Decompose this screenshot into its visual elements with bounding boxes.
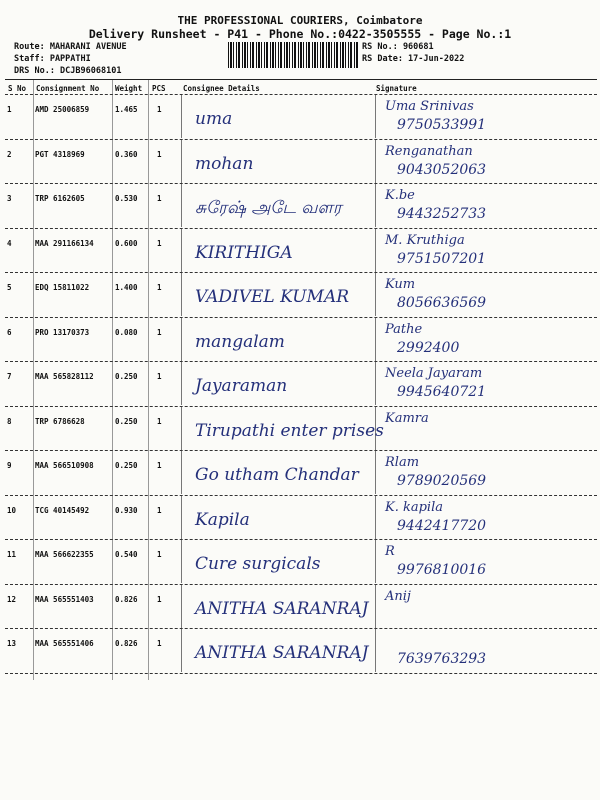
row-sno: 1 bbox=[7, 105, 12, 114]
row-phone: 9443252733 bbox=[397, 206, 487, 222]
runsheet-table bbox=[5, 94, 597, 674]
row-pcs: 1 bbox=[157, 149, 162, 159]
row-consignment-no: MAA 565551403 bbox=[35, 594, 94, 604]
row-signature: Anij bbox=[385, 588, 411, 604]
row-sno: 12 bbox=[7, 594, 17, 604]
row-consignee-name: ANITHA SARANRAJ bbox=[195, 643, 369, 663]
barcode bbox=[228, 42, 358, 68]
row-consignment-no: MAA 566510908 bbox=[35, 461, 94, 470]
row-consignment-no: TRP 6786628 bbox=[35, 416, 85, 426]
row-consignment-no: PGT 4318969 bbox=[35, 149, 85, 159]
row-consignee-name: ANITHA SARANRAJ bbox=[195, 598, 369, 619]
row-pcs: 1 bbox=[157, 416, 162, 426]
row-sno: 3 bbox=[7, 194, 12, 203]
row-consignment-no: MAA 566622355 bbox=[35, 550, 94, 559]
row-pcs: 1 bbox=[157, 283, 162, 292]
row-signature: Uma Srinivas bbox=[385, 99, 474, 114]
row-pcs: 1 bbox=[157, 639, 162, 648]
row-weight: 0.826 bbox=[115, 639, 138, 648]
row-sno: 13 bbox=[7, 639, 17, 648]
row-phone: 9442417720 bbox=[397, 517, 487, 534]
row-weight: 0.530 bbox=[115, 194, 138, 203]
table-row bbox=[5, 406, 597, 451]
row-consignee-name: VADIVEL KUMAR bbox=[195, 287, 350, 307]
col-consignment: Consignment No bbox=[36, 84, 100, 93]
row-weight: 1.400 bbox=[115, 283, 138, 292]
row-phone: 9751507201 bbox=[397, 250, 487, 267]
row-sno: 2 bbox=[7, 149, 12, 159]
row-sno: 7 bbox=[7, 372, 12, 381]
row-phone: 7639763293 bbox=[397, 651, 487, 667]
row-signature: Renganathan bbox=[385, 143, 473, 159]
table-row bbox=[5, 228, 597, 273]
row-weight: 0.080 bbox=[115, 327, 138, 337]
table-row bbox=[5, 317, 597, 362]
col-weight: Weight bbox=[115, 84, 143, 93]
row-sno: 11 bbox=[7, 550, 17, 559]
row-signature: Rlam bbox=[385, 455, 420, 470]
row-pcs: 1 bbox=[157, 238, 162, 248]
row-pcs: 1 bbox=[157, 105, 162, 114]
row-consignee-name: Kapila bbox=[195, 509, 250, 530]
table-row bbox=[5, 450, 597, 495]
row-pcs: 1 bbox=[157, 550, 162, 559]
header-rule bbox=[5, 79, 597, 80]
row-signature: K. kapila bbox=[385, 499, 443, 515]
row-signature: M. Kruthiga bbox=[385, 232, 465, 248]
row-consignment-no: MAA 565828112 bbox=[35, 372, 94, 381]
row-weight: 0.826 bbox=[115, 594, 138, 604]
row-consignee-name: Tirupathi enter prises bbox=[195, 420, 384, 441]
row-consignment-no: AMD 25006859 bbox=[35, 105, 90, 114]
table-row bbox=[5, 272, 597, 317]
row-phone: 2992400 bbox=[397, 339, 460, 356]
row-pcs: 1 bbox=[157, 327, 162, 337]
row-pcs: 1 bbox=[157, 461, 162, 470]
row-consignment-no: EDQ 15811022 bbox=[35, 283, 90, 292]
table-row bbox=[5, 183, 597, 228]
row-sno: 4 bbox=[7, 238, 12, 248]
col-pcs: PCS bbox=[152, 84, 166, 93]
row-weight: 0.250 bbox=[115, 372, 138, 381]
table-row bbox=[5, 628, 597, 674]
col-sno: S No bbox=[8, 84, 27, 93]
row-weight: 0.250 bbox=[115, 416, 138, 426]
table-row bbox=[5, 584, 597, 629]
row-consignee-name: KIRITHIGA bbox=[195, 242, 293, 263]
row-pcs: 1 bbox=[157, 194, 162, 203]
route-label: Route: MAHARANI AVENUE bbox=[14, 42, 127, 52]
row-consignee-name: சுரேஷ் அடே வளர bbox=[195, 198, 342, 218]
row-phone: 9043052063 bbox=[397, 161, 487, 178]
row-consignee-name: Jayaraman bbox=[195, 376, 288, 396]
row-sno: 5 bbox=[7, 283, 12, 292]
row-sno: 10 bbox=[7, 505, 17, 515]
row-consignment-no: TCG 40145492 bbox=[35, 505, 90, 515]
row-consignment-no: TRP 6162605 bbox=[35, 194, 85, 203]
row-phone: 9976810016 bbox=[397, 562, 487, 578]
row-weight: 0.930 bbox=[115, 505, 138, 515]
table-row bbox=[5, 361, 597, 406]
row-weight: 0.250 bbox=[115, 461, 138, 470]
row-weight: 0.600 bbox=[115, 238, 138, 248]
row-pcs: 1 bbox=[157, 372, 162, 381]
staff-label: Staff: PAPPATHI bbox=[14, 54, 91, 64]
row-weight: 0.540 bbox=[115, 550, 138, 559]
row-phone: 8056636569 bbox=[397, 295, 487, 311]
row-sno: 6 bbox=[7, 327, 12, 337]
row-pcs: 1 bbox=[157, 594, 162, 604]
row-signature: K.be bbox=[385, 188, 415, 203]
row-pcs: 1 bbox=[157, 505, 162, 515]
table-row bbox=[5, 495, 597, 540]
row-consignment-no: MAA 291166134 bbox=[35, 238, 94, 248]
row-consignee-name: Go utham Chandar bbox=[195, 465, 359, 485]
row-phone: 9945640721 bbox=[397, 384, 487, 400]
col-consignee: Consignee Details bbox=[183, 84, 260, 93]
row-phone: 9750533991 bbox=[397, 117, 487, 133]
row-consignee-name: uma bbox=[195, 109, 233, 129]
table-row bbox=[5, 139, 597, 184]
row-signature: Kamra bbox=[385, 410, 429, 426]
row-weight: 0.360 bbox=[115, 149, 138, 159]
row-signature: R bbox=[385, 544, 395, 559]
row-consignee-name: mohan bbox=[195, 153, 254, 174]
document-subtitle: Delivery Runsheet - P41 - Phone No.:0422-3505555 - Page No.:1 bbox=[88, 27, 512, 41]
table-row bbox=[5, 94, 597, 139]
row-consignment-no: MAA 565551406 bbox=[35, 639, 94, 648]
row-consignee-name: Cure surgicals bbox=[195, 554, 321, 574]
row-sno: 9 bbox=[7, 461, 12, 470]
row-phone: 9789020569 bbox=[397, 473, 487, 489]
row-signature: Pathe bbox=[385, 321, 423, 337]
col-signature: Signature bbox=[376, 84, 417, 93]
row-consignment-no: PRO 13170373 bbox=[35, 327, 90, 337]
rs-number: RS No.: 960681 bbox=[362, 42, 434, 52]
row-sno: 8 bbox=[7, 416, 12, 426]
rs-date: RS Date: 17-Jun-2022 bbox=[362, 54, 465, 64]
row-weight: 1.465 bbox=[115, 105, 138, 114]
document-title: THE PROFESSIONAL COURIERS, Coimbatore bbox=[177, 14, 423, 27]
row-consignee-name: mangalam bbox=[195, 331, 285, 352]
row-signature: Neela Jayaram bbox=[385, 366, 483, 381]
drs-number: DRS No.: DCJB96068101 bbox=[14, 66, 122, 76]
row-signature: Kum bbox=[385, 277, 416, 292]
table-row bbox=[5, 539, 597, 584]
